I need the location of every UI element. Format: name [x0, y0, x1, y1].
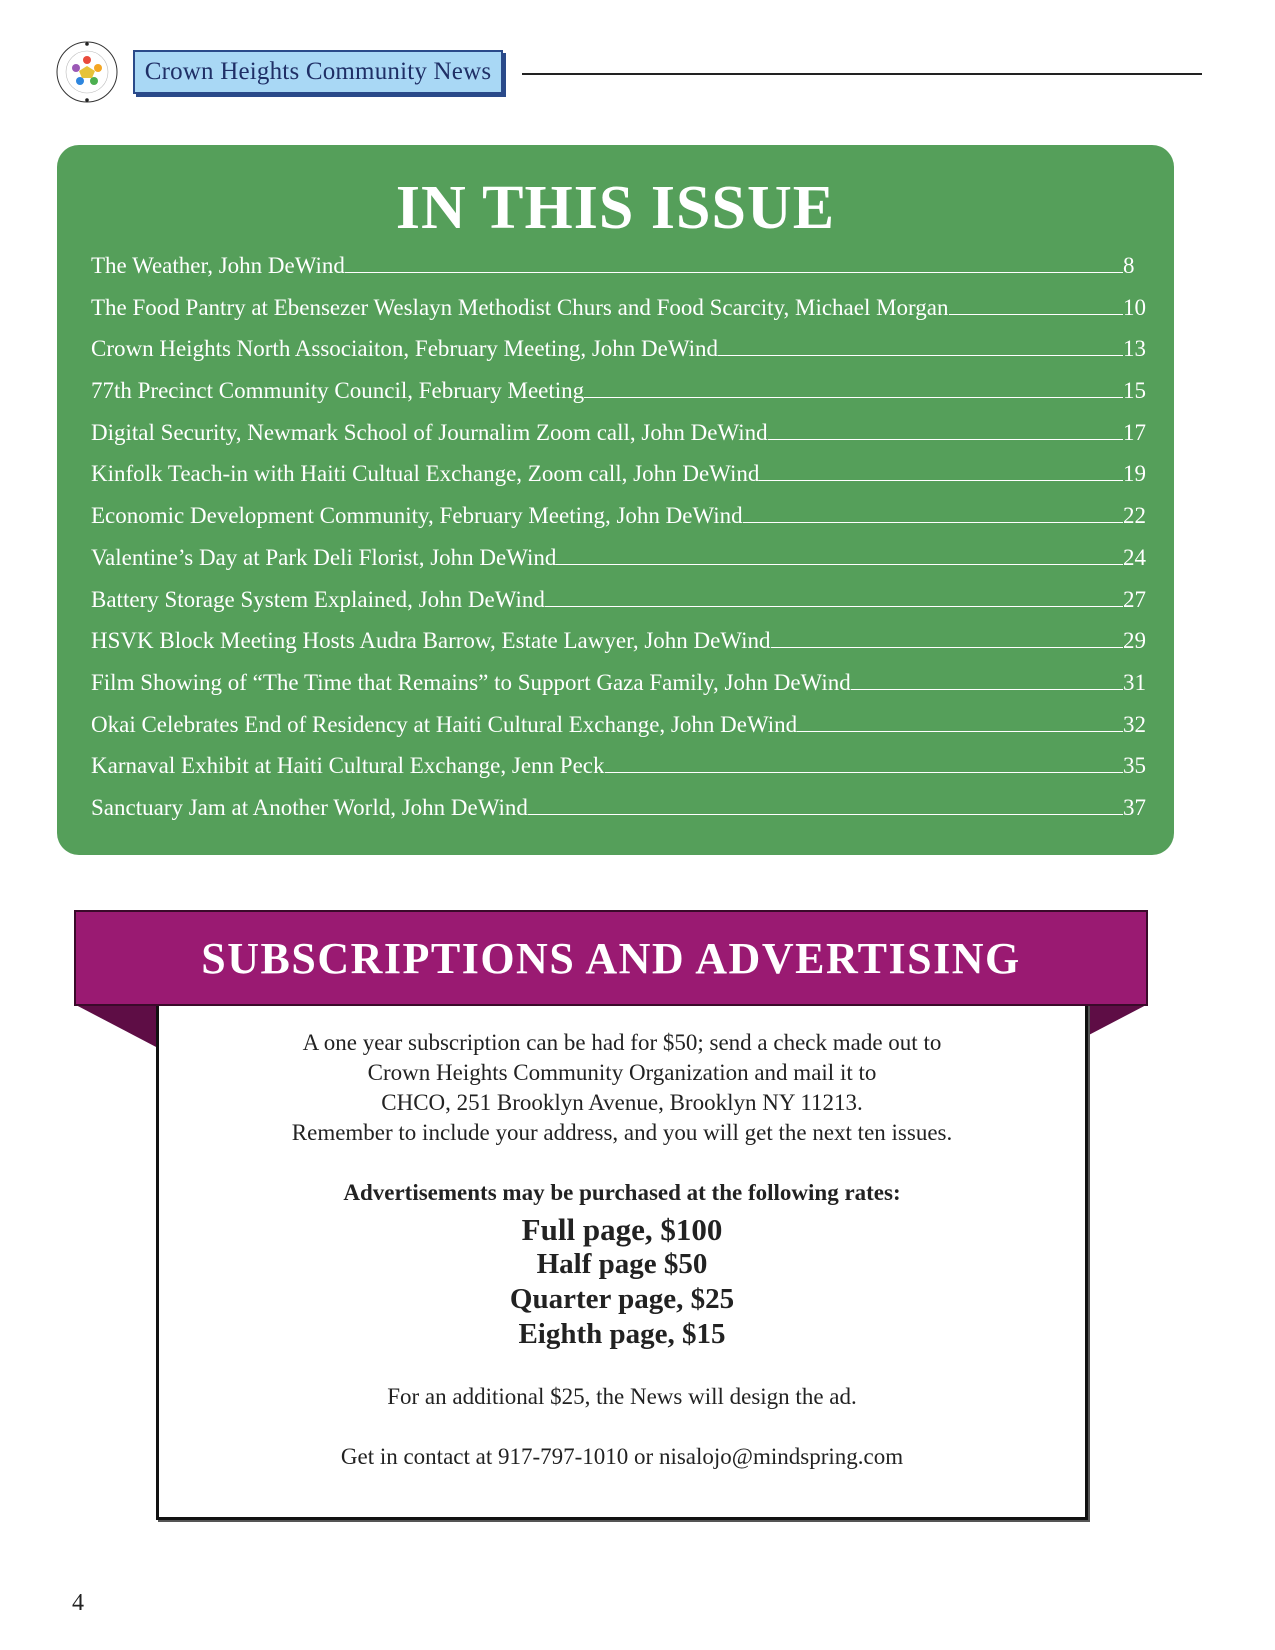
toc-entry-title: The Food Pantry at Ebensezer Weslayn Methodist Churs and Food Scarcity, Michael Morgan [91, 294, 949, 320]
toc-entry [91, 420, 1151, 462]
toc-entry-page: 24 [1123, 544, 1146, 570]
toc-entry-title: HSVK Block Meeting Hosts Audra Barrow, Estate Lawyer, John DeWind [91, 628, 771, 654]
masthead-title-box [133, 50, 503, 94]
toc-entry-title: Film Showing of “The Time that Remains” to Support Gaza Family, John DeWind [91, 669, 851, 695]
toc-leader-line [759, 479, 1123, 481]
ad-design-note: For an additional $25, the News will design the ad. [387, 1384, 857, 1409]
toc-entry-page: 13 [1123, 336, 1146, 362]
ad-rates-list [159, 1212, 1085, 1352]
toc-entry-title: Digital Security, Newmark School of Journalim Zoom call, John DeWind [91, 419, 768, 445]
toc-leader-line [743, 521, 1123, 523]
in-this-issue-panel [57, 145, 1174, 855]
toc-entry-title: Sanctuary Jam at Another World, John DeWind [91, 794, 528, 820]
toc-leader-line [584, 396, 1123, 398]
toc-entry [91, 712, 1151, 754]
subscriptions-banner [74, 910, 1148, 1006]
subscription-line: CHCO, 251 Brooklyn Avenue, Brooklyn NY 11213. [381, 1090, 863, 1115]
toc-leader-line [605, 771, 1123, 773]
toc-leader-line [718, 354, 1123, 356]
toc-entry [91, 461, 1151, 503]
toc-entry [91, 503, 1151, 545]
toc-entry [91, 378, 1151, 420]
organization-logo [55, 40, 119, 104]
toc-entry-title: Okai Celebrates End of Residency at Haiti Cultural Exchange, John DeWind [91, 711, 798, 737]
toc-leader-line [797, 730, 1123, 732]
toc-leader-line [545, 605, 1123, 607]
toc-entry-page: 27 [1123, 586, 1146, 612]
toc-entry-page: 35 [1123, 753, 1146, 779]
toc-entry-page: 15 [1123, 378, 1146, 404]
toc-entry [91, 670, 1151, 712]
toc-entry-page: 22 [1123, 503, 1146, 529]
ad-rate: Eighth page, $15 [518, 1318, 726, 1350]
toc-leader-line [851, 688, 1123, 690]
ad-rate: Quarter page, $25 [509, 1283, 735, 1315]
toc-leader-line [771, 646, 1123, 648]
toc-leader-line [768, 438, 1123, 440]
toc-leader-line [949, 313, 1123, 315]
toc-entry-page: 37 [1123, 794, 1146, 820]
toc-entry [91, 628, 1151, 670]
ad-rate: Full page, $100 [521, 1212, 723, 1247]
toc-entry-title: Economic Development Community, February Meeting, John DeWind [91, 503, 743, 529]
toc-leader-line [528, 813, 1123, 815]
toc-entry-title: The Weather, John DeWind [91, 253, 345, 278]
ad-rate: Half page $50 [536, 1248, 708, 1280]
subscriptions-title: SUBSCRIPTIONS AND ADVERTISING [201, 933, 1021, 983]
toc-entry [91, 545, 1151, 587]
toc-entry-page: 32 [1123, 711, 1146, 737]
page-number: 4 [72, 1590, 84, 1616]
toc-entry [91, 336, 1151, 378]
toc-leader-line [556, 563, 1123, 565]
subscription-info [159, 1028, 1085, 1148]
toc-entry-page: 17 [1123, 419, 1146, 445]
masthead-title: Crown Heights Community News [144, 58, 492, 85]
toc-entry-page: 10 [1123, 294, 1146, 320]
masthead-rule [522, 73, 1202, 75]
toc-entry [91, 253, 1151, 295]
toc-entry [91, 295, 1151, 337]
toc-entry [91, 795, 1151, 837]
toc-entry-title: Valentine’s Day at Park Deli Florist, John DeWind [91, 544, 557, 570]
subscription-line: Crown Heights Community Organization and mail it to [367, 1060, 877, 1085]
toc-entry [91, 587, 1151, 629]
toc-leader-line [345, 271, 1123, 273]
toc-entry-title: Crown Heights North Associaiton, February Meeting, John DeWind [91, 336, 719, 362]
subscriptions-box [156, 1004, 1088, 1520]
contact-info: Get in contact at 917-797-1010 or nisalojo@mindspring.com [340, 1444, 904, 1469]
toc-entry [91, 753, 1151, 795]
toc-entry-page: 29 [1123, 628, 1146, 654]
ad-rates-heading: Advertisements may be purchased at the following rates: [343, 1180, 901, 1205]
banner-fold-left [74, 1004, 158, 1048]
toc-entry-page: 31 [1123, 669, 1146, 695]
toc-entry-title: 77th Precinct Community Council, February Meeting [91, 378, 585, 404]
in-this-issue-title: IN THIS ISSUE [395, 174, 836, 242]
toc-entry-title: Battery Storage System Explained, John DeWind [91, 586, 545, 612]
table-of-contents [91, 253, 1151, 837]
toc-entry-page: 19 [1123, 461, 1146, 487]
toc-entry-title: Karnaval Exhibit at Haiti Cultural Exchange, Jenn Peck [91, 753, 605, 779]
subscription-line: A one year subscription can be had for $50; send a check made out to [302, 1030, 942, 1055]
toc-entry-title: Kinfolk Teach-in with Haiti Cultual Exchange, Zoom call, John DeWind [91, 461, 760, 487]
subscription-line: Remember to include your address, and you will get the next ten issues. [291, 1120, 953, 1145]
toc-entry-page: 8 [1123, 253, 1135, 278]
